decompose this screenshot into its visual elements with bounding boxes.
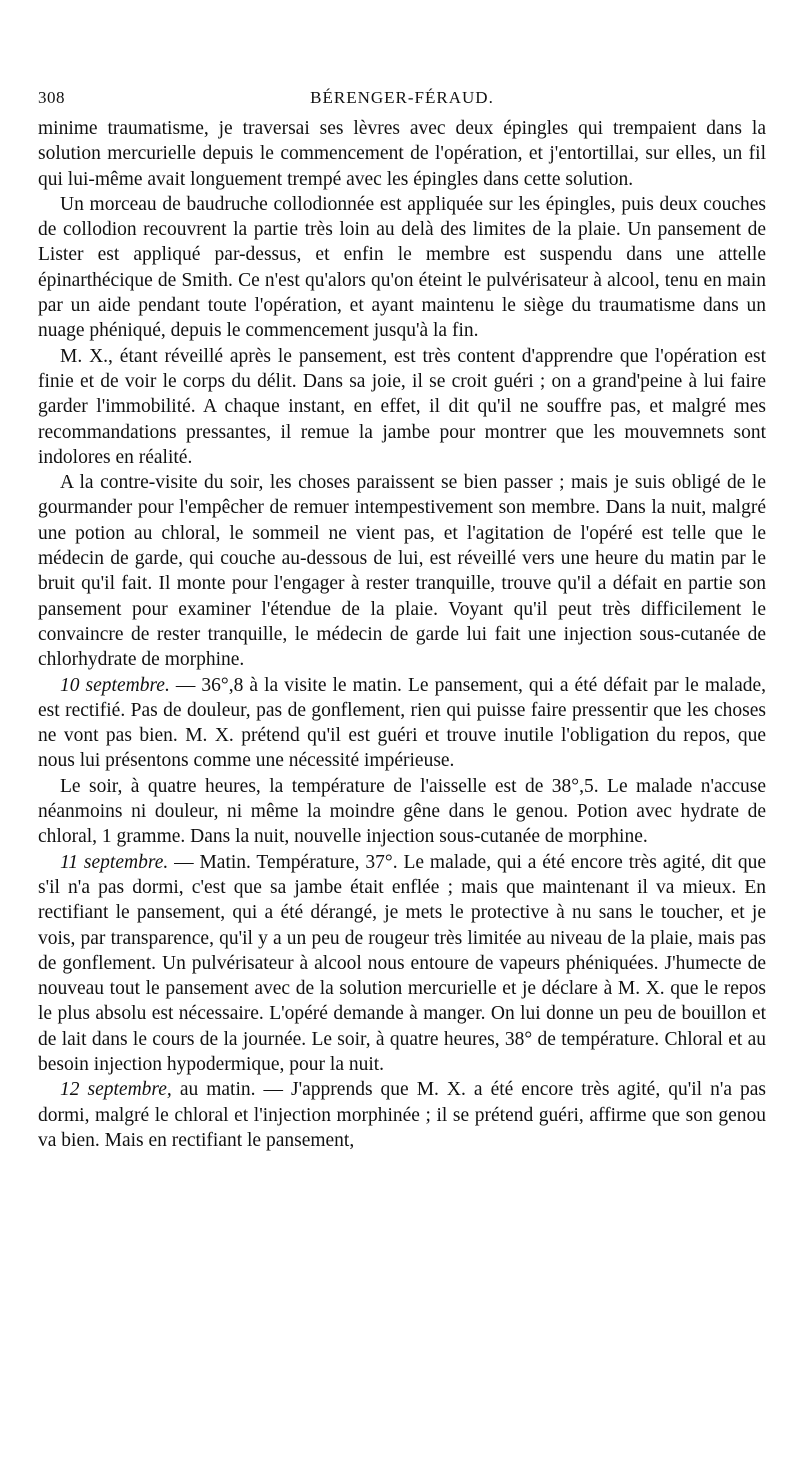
page-number: 308 xyxy=(38,88,65,107)
body-text xyxy=(38,116,766,1153)
paragraph-text: — 36°,8 à la visite le matin. Le pansement, qui a été défait par le malade, est rectifié. Pas de douleur, pas de gonflement, rien qui puisse faire pressentir que les choses ne vont pas bien. M. X. prétend qu'il est guéri et trouve inutile l'obligation du repos, que nous lui présentons comme une nécessité impérieuse. xyxy=(38,674,766,772)
entry-date: 12 septembre, xyxy=(60,1079,172,1101)
paragraph-text: au matin. — J'apprends que M. X. a été encore très agité, qu'il n'a pas dormi, malgré le chloral et l'injection morphinée ; il se prétend guéri, affirme que son genou va bien. Mais en rectifiant le pansement, xyxy=(38,1079,766,1151)
entry-date: 11 septembre. xyxy=(60,851,169,873)
paragraph-awakening xyxy=(38,344,766,470)
entry-date: 10 septembre. xyxy=(60,674,170,696)
book-page xyxy=(38,88,766,1153)
paragraph-continuation xyxy=(38,116,766,192)
paragraph-text: Un morceau de baudruche collodionnée est appliquée sur les épingles, puis deux couches de collodion recouvrent la partie très loin au delà des limites de la plaie. Un pansement de Lister est appliqué par-dessus, et enfin le membre est suspendu dans une attelle épinarthécique de Smith. Ce n'est qu'alors qu'on éteint le pulvérisateur à alcool, tenu en main par un aide pendant toute l'opération, et ayant maintenu le siège du traumatisme dans un nuage phéniqué, depuis le commencement jusqu'à la fin. xyxy=(38,193,766,342)
running-title: BÉRENGER-FÉRAUD. xyxy=(310,88,494,107)
paragraph-dressing xyxy=(38,192,766,344)
paragraph-text: Le soir, à quatre heures, la température de l'aisselle est de 38°,5. Le malade n'accuse néanmoins ni douleur, ni même la moindre gêne dans le genou. Potion avec hydrate de chloral, 1 gramme. Dans la nuit, nouvelle injection sous-cutanée de morphine. xyxy=(38,775,766,848)
paragraph-text: A la contre-visite du soir, les choses paraissent se bien passer ; mais je suis obligé de le gourmander pour l'empêcher de remuer intempestivement son membre. Dans la nuit, malgré une potion au chloral, le sommeil ne vient pas, et l'agitation de l'opéré est telle que le médecin de garde, qui couche au-dessous de lui, est réveillé vers une heure du matin par le bruit qu'il fait. Il monte pour l'engager à rester tranquille, trouve qu'il a défait en partie son pansement pour examiner l'étendue de la plaie. Voyant qu'il peut très difficilement le convaincre de rester tranquille, le médecin de garde lui fait une injection sous-cutanée de chlorhydrate de morphine. xyxy=(38,472,766,671)
paragraph-september-10 xyxy=(38,673,766,774)
running-head xyxy=(38,88,766,116)
paragraph-evening-visit xyxy=(38,470,766,672)
paragraph-september-11 xyxy=(38,850,766,1078)
paragraph-text: M. X., étant réveillé après le pansement, est très content d'apprendre que l'opération est finie et de voir le corps du délit. Dans sa joie, il se croit guéri ; on a grand'peine à lui faire garder l'immobilité. A chaque instant, en effet, il dit qu'il ne souffre pas, et malgré mes recommandations pressantes, il remue la jambe pour montrer que les mouvemnets sont indolores en réalité. xyxy=(38,345,766,468)
paragraph-text: — Matin. Température, 37°. Le malade, qui a été encore très agité, dit que s'il n'a pas dormi, c'est que sa jambe était enflée ; mais que maintenant il va mieux. En rectifiant le pansement, qui a été dérangé, je mets le protective à nu sans le toucher, et je vois, par transparence, qu'il y a un peu de rougeur très limitée au niveau de la plaie, mais pas de gonflement. Un pulvérisateur à alcool nous entoure de vapeurs phéniquées. J'humecte de nouveau tout le pansement avec de la solution mercurielle et je déclare à M. X. que le repos le plus absolu est nécessaire. L'opéré demande à manger. On lui donne un peu de bouillon et de lait dans le cours de la journée. Le soir, à quatre heures, 38° de température. Chloral et au besoin injection hypodermique, pour la nuit. xyxy=(38,851,766,1075)
paragraph-september-12 xyxy=(38,1077,766,1153)
paragraph-evening-temperature xyxy=(38,774,766,850)
paragraph-text: minime traumatisme, je traversai ses lèvres avec deux épingles qui trempaient dans la solution mercurielle depuis le commencement de l'opération, et j'entortillai, sur elles, un fil qui lui-même avait longuement trempé avec les épingles dans cette solution. xyxy=(38,118,766,190)
